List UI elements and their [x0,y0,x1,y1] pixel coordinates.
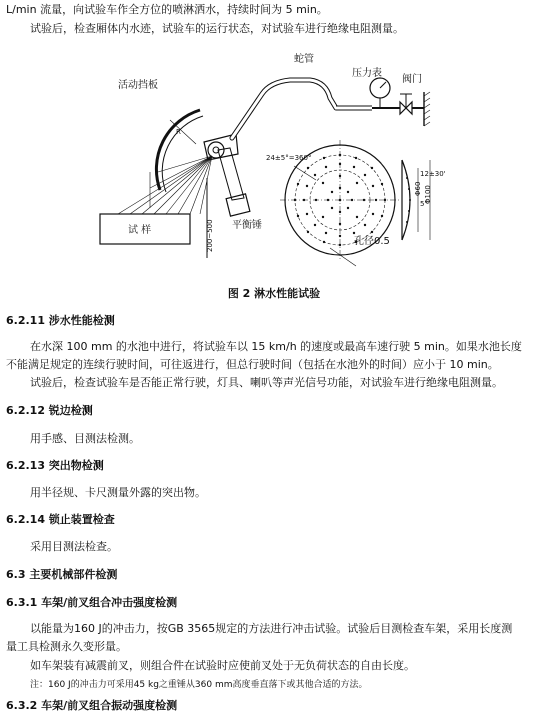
heading-6-3-1: 6.3.1 车架/前叉组合冲击强度检测 [6,596,178,609]
dim-r: R [176,128,181,136]
text-6-3-1-line-3: 如车架装有减震前叉，则组合件在试验时应使前叉处于无负荷状态的自由长度。 [30,659,415,672]
text-6-2-11-line-3: 试验后，检查试验车是否能正常行驶，灯具、喇叭等声光信号功能，对试验车进行绝缘电阻测量。 [30,376,503,389]
label-baffle: 活动挡板 [118,80,158,91]
intro-line-2: 试验后，检查厢体内水迹，试验车的运行状态，对试验车进行绝缘电阻测量。 [30,22,404,35]
text-6-2-11-line-1: 在水深 100 mm 的水池中进行，将试验车以 15 km/h 的速度或最高车速行驶 5 min。如果水池长度 [30,340,522,353]
hose-pipe [232,80,336,138]
spray-test-figure [0,48,548,270]
text-6-2-11-line-2: 不能满足规定的连续行驶时间，可往返进行，但总行驶时间（包括在水池外的时间）应小于 10 min。 [6,358,499,371]
label-hose: 蛇管 [294,54,314,65]
note-6-3-1: 注：160 J的冲击力可采用45 kg之重锤从360 mm高度垂直落下或其他合适的方法。 [30,680,368,690]
dim-200: 200~500 [206,219,214,252]
baffle-arc [156,110,200,190]
dim-phi60: Φ60 [414,181,422,196]
figure-caption: 图 2 淋水性能试验 [227,287,321,300]
text-6-3-1-line-1: 以能量为160 J的冲击力，按GB 3565规定的方法进行冲击试验。试验后目测检查车架，采用长度测 [30,622,513,635]
dim-5: 5° [420,200,428,208]
label-gauge: 压力表 [352,68,382,79]
heading-6-3-2: 6.3.2 车架/前叉组合振动强度检测 [6,699,178,712]
label-hole: 孔径0.5 [354,236,390,247]
heading-6-3: 6.3 主要机械部件检测 [6,568,118,581]
heading-6-2-12: 6.2.12 锐边检测 [6,404,93,417]
text-6-2-14: 采用目测法检查。 [30,540,118,553]
dim-angle: 12±30' [420,170,446,178]
dim-phi100: Φ100 [424,185,432,204]
heading-6-2-14: 6.2.14 锁止装置检查 [6,513,115,526]
text-6-2-12: 用手感、目测法检测。 [30,432,140,445]
counterweight [226,194,250,216]
intro-line-1: L/min 流量，向试验车作全方位的喷淋洒水，持续时间为 5 min。 [6,3,328,16]
heading-6-2-11: 6.2.11 涉水性能检测 [6,314,115,327]
label-valve: 阀门 [402,74,422,85]
dim-holes: 24±5°=360° [266,154,312,162]
heading-6-2-13: 6.2.13 突出物检测 [6,459,104,472]
label-counterweight: 平衡锤 [232,220,262,231]
text-6-2-13: 用半径规、卡尺测量外露的突出物。 [30,486,206,499]
label-sample: 试 样 [128,225,152,236]
text-6-3-1-line-2: 量工具检测永久变形量。 [6,640,127,653]
